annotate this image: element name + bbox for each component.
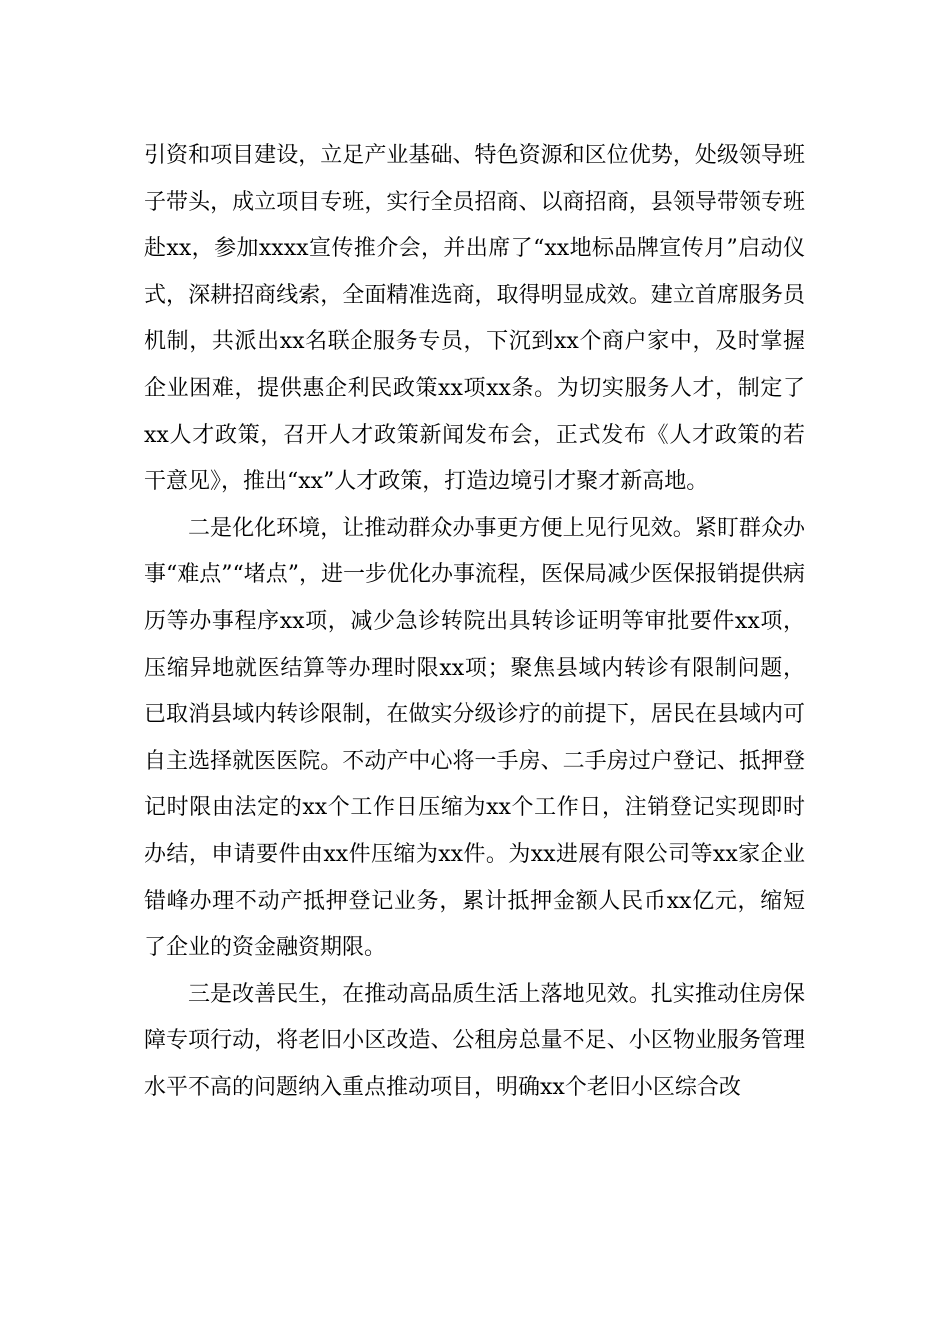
document-body	[144, 133, 805, 1111]
paragraph-livelihood: 三是改善民生，在推动高品质生活上落地见效。扎实推动住房保障专项行动，将老旧小区改造、公租房总量不足、小区物业服务管理水平不高的问题纳入重点推动项目，明确xx个老旧小区综合改	[144, 981, 805, 1100]
paragraph-environment: 二是化化环境，让推动群众办事更方便上见行见效。紧盯群众办事“难点”“堵点”，进一步优化办事流程，医保局减少医保报销提供病历等办事程序xx项，减少急诊转院出具转诊证明等审批要件xx项，压缩异地就医结算等办理时限xx项；聚焦县域内转诊有限制问题，已取消县域内转诊限制，在做实分级诊疗的前提下，居民在县域内可自主选择就医医院。不动产中心将一手房、二手房过户登记、抵押登记时限由法定的xx个工作日压缩为xx个工作日，注销登记实现即时办结，申请要件由xx件压缩为xx件。为xx进展有限公司等xx家企业错峰办理不动产抵押登记业务，累计抵押金额人民币xx亿元，缩短了企业的资金融资期限。	[144, 515, 805, 961]
paragraph-investment: 引资和项目建设，立足产业基础、特色资源和区位优势，处级领导班子带头，成立项目专班，实行全员招商、以商招商，县领导带领专班赴xx，参加xxxx宣传推介会，并出席了“xx地标品牌宣传月”启动仪式，深耕招商线索，全面精准选商，取得明显成效。建立首席服务员机制，共派出xx名联企服务专员，下沉到xx个商户家中，及时掌握企业困难，提供惠企利民政策xx项xx条。为切实服务人才，制定了xx人才政策，召开人才政策新闻发布会，正式发布《人才政策的若干意见》，推出“xx”人才政策，打造边境引才聚才新高地。	[144, 143, 805, 495]
